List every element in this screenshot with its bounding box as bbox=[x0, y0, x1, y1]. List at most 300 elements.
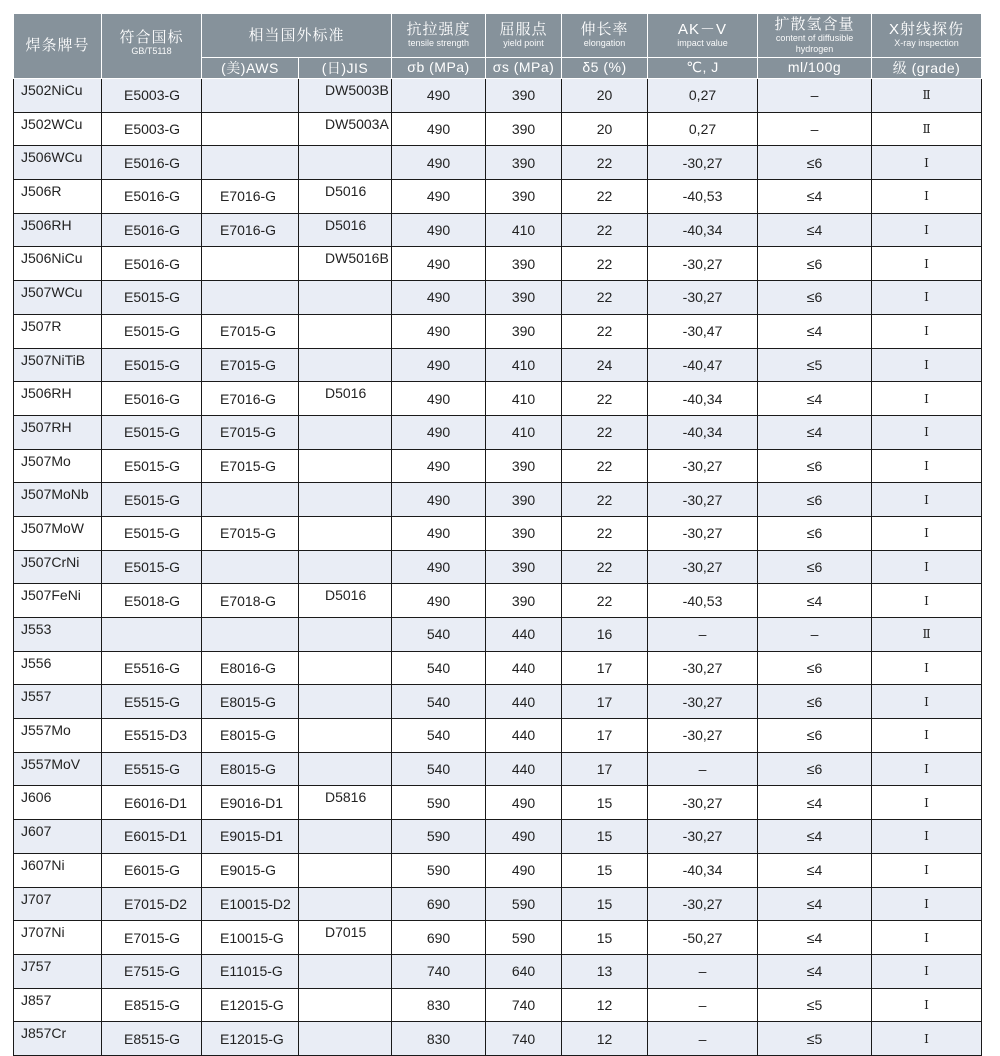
header-hydrogen-unit: ml/100g bbox=[758, 58, 872, 79]
cell-aws: E7015-G bbox=[202, 314, 299, 348]
cell-yield: 390 bbox=[486, 146, 562, 180]
cell-hydrogen: ≤4 bbox=[758, 180, 872, 214]
table-row bbox=[14, 382, 982, 416]
cell-hydrogen: ≤4 bbox=[758, 853, 872, 887]
cell-aws: E7016-G bbox=[202, 382, 299, 416]
cell-brand: J506RH bbox=[14, 213, 102, 247]
cell-hydrogen: ≤4 bbox=[758, 584, 872, 618]
cell-gb: E5015-G bbox=[102, 516, 202, 550]
cell-aws bbox=[202, 618, 299, 652]
cell-tensile: 490 bbox=[392, 281, 486, 315]
cell-brand: J557 bbox=[14, 685, 102, 719]
table-row bbox=[14, 618, 982, 652]
cell-tensile: 540 bbox=[392, 685, 486, 719]
cell-gb: E5003-G bbox=[102, 112, 202, 146]
cell-jis: DW5016B bbox=[299, 247, 392, 281]
cell-elongation: 17 bbox=[562, 651, 648, 685]
cell-elongation: 15 bbox=[562, 887, 648, 921]
cell-hydrogen: ≤4 bbox=[758, 786, 872, 820]
cell-tensile: 490 bbox=[392, 146, 486, 180]
table-row bbox=[14, 550, 982, 584]
cell-xray-grade: Ⅰ bbox=[872, 247, 982, 281]
cell-gb: E5015-G bbox=[102, 449, 202, 483]
cell-elongation: 22 bbox=[562, 483, 648, 517]
cell-jis: D7015 bbox=[299, 921, 392, 955]
header-elongation-unit: δ5 (%) bbox=[562, 58, 648, 79]
cell-elongation: 22 bbox=[562, 146, 648, 180]
cell-jis bbox=[299, 146, 392, 180]
cell-tensile: 540 bbox=[392, 752, 486, 786]
cell-gb: E5515-D3 bbox=[102, 719, 202, 753]
cell-yield: 390 bbox=[486, 281, 562, 315]
cell-xray-grade: Ⅰ bbox=[872, 584, 982, 618]
cell-impact: -30,27 bbox=[648, 820, 758, 854]
cell-elongation: 17 bbox=[562, 685, 648, 719]
cell-hydrogen: ≤4 bbox=[758, 382, 872, 416]
table-row bbox=[14, 685, 982, 719]
header-xray-unit: 级 (grade) bbox=[872, 58, 982, 79]
cell-jis bbox=[299, 314, 392, 348]
cell-xray-grade: Ⅰ bbox=[872, 415, 982, 449]
cell-hydrogen: – bbox=[758, 79, 872, 113]
cell-impact: -40,34 bbox=[648, 415, 758, 449]
cell-brand: J507Mo bbox=[14, 449, 102, 483]
cell-tensile: 490 bbox=[392, 584, 486, 618]
cell-brand: J553 bbox=[14, 618, 102, 652]
cell-tensile: 830 bbox=[392, 988, 486, 1022]
cell-tensile: 690 bbox=[392, 887, 486, 921]
cell-brand: J507MoW bbox=[14, 516, 102, 550]
cell-tensile: 490 bbox=[392, 348, 486, 382]
cell-yield: 390 bbox=[486, 516, 562, 550]
cell-impact: -40,53 bbox=[648, 584, 758, 618]
cell-jis bbox=[299, 618, 392, 652]
cell-brand: J506WCu bbox=[14, 146, 102, 180]
cell-xray-grade: Ⅰ bbox=[872, 887, 982, 921]
cell-yield: 740 bbox=[486, 988, 562, 1022]
cell-jis bbox=[299, 887, 392, 921]
cell-aws bbox=[202, 281, 299, 315]
cell-brand: J707Ni bbox=[14, 921, 102, 955]
cell-brand: J507NiTiB bbox=[14, 348, 102, 382]
cell-elongation: 24 bbox=[562, 348, 648, 382]
cell-aws: E8015-G bbox=[202, 685, 299, 719]
cell-aws: E8015-G bbox=[202, 752, 299, 786]
cell-jis bbox=[299, 853, 392, 887]
cell-xray-grade: Ⅰ bbox=[872, 820, 982, 854]
table-row bbox=[14, 281, 982, 315]
cell-hydrogen: ≤6 bbox=[758, 449, 872, 483]
cell-jis: D5016 bbox=[299, 180, 392, 214]
cell-xray-grade: Ⅰ bbox=[872, 719, 982, 753]
cell-elongation: 22 bbox=[562, 584, 648, 618]
cell-tensile: 490 bbox=[392, 213, 486, 247]
cell-gb: E5516-G bbox=[102, 651, 202, 685]
header-gb: 符合国标 GB/T5118 bbox=[102, 14, 202, 79]
cell-xray-grade: Ⅰ bbox=[872, 146, 982, 180]
cell-gb: E5015-G bbox=[102, 483, 202, 517]
cell-xray-grade: Ⅰ bbox=[872, 752, 982, 786]
cell-brand: J757 bbox=[14, 954, 102, 988]
cell-tensile: 690 bbox=[392, 921, 486, 955]
cell-xray-grade: Ⅰ bbox=[872, 483, 982, 517]
cell-aws: E7018-G bbox=[202, 584, 299, 618]
table-header bbox=[14, 14, 982, 79]
cell-hydrogen: ≤4 bbox=[758, 213, 872, 247]
cell-gb: E5018-G bbox=[102, 584, 202, 618]
cell-aws: E8016-G bbox=[202, 651, 299, 685]
cell-yield: 440 bbox=[486, 752, 562, 786]
cell-impact: – bbox=[648, 618, 758, 652]
cell-impact: – bbox=[648, 954, 758, 988]
cell-yield: 440 bbox=[486, 651, 562, 685]
cell-aws: E12015-G bbox=[202, 1022, 299, 1056]
cell-brand: J506R bbox=[14, 180, 102, 214]
cell-aws bbox=[202, 79, 299, 113]
cell-impact: -30,27 bbox=[648, 516, 758, 550]
cell-hydrogen: ≤6 bbox=[758, 651, 872, 685]
cell-brand: J557MoV bbox=[14, 752, 102, 786]
cell-xray-grade: Ⅰ bbox=[872, 853, 982, 887]
cell-xray-grade: Ⅰ bbox=[872, 314, 982, 348]
cell-xray-grade: Ⅰ bbox=[872, 180, 982, 214]
cell-gb: E5016-G bbox=[102, 247, 202, 281]
table-row bbox=[14, 247, 982, 281]
cell-yield: 440 bbox=[486, 719, 562, 753]
cell-elongation: 22 bbox=[562, 550, 648, 584]
cell-aws: E9016-D1 bbox=[202, 786, 299, 820]
cell-tensile: 490 bbox=[392, 516, 486, 550]
cell-hydrogen: ≤4 bbox=[758, 820, 872, 854]
cell-aws bbox=[202, 112, 299, 146]
cell-xray-grade: Ⅰ bbox=[872, 921, 982, 955]
cell-xray-grade: Ⅰ bbox=[872, 685, 982, 719]
cell-xray-grade: Ⅰ bbox=[872, 550, 982, 584]
cell-tensile: 490 bbox=[392, 247, 486, 281]
cell-tensile: 490 bbox=[392, 79, 486, 113]
table-row bbox=[14, 112, 982, 146]
cell-brand: J857Cr bbox=[14, 1022, 102, 1056]
cell-elongation: 22 bbox=[562, 415, 648, 449]
cell-xray-grade: Ⅱ bbox=[872, 112, 982, 146]
cell-jis bbox=[299, 550, 392, 584]
header-xray: X射线探伤 X-ray inspection bbox=[872, 14, 982, 58]
cell-gb: E5016-G bbox=[102, 382, 202, 416]
cell-yield: 440 bbox=[486, 685, 562, 719]
cell-tensile: 540 bbox=[392, 618, 486, 652]
cell-brand: J556 bbox=[14, 651, 102, 685]
cell-elongation: 17 bbox=[562, 719, 648, 753]
table-row bbox=[14, 719, 982, 753]
cell-elongation: 15 bbox=[562, 921, 648, 955]
cell-gb: E5015-G bbox=[102, 348, 202, 382]
cell-jis bbox=[299, 415, 392, 449]
cell-brand: J507RH bbox=[14, 415, 102, 449]
table-row bbox=[14, 954, 982, 988]
cell-gb: E5015-G bbox=[102, 281, 202, 315]
cell-gb: E6016-D1 bbox=[102, 786, 202, 820]
cell-aws: E7015-G bbox=[202, 415, 299, 449]
cell-hydrogen: ≤5 bbox=[758, 348, 872, 382]
cell-aws bbox=[202, 146, 299, 180]
cell-brand: J607Ni bbox=[14, 853, 102, 887]
cell-yield: 490 bbox=[486, 853, 562, 887]
cell-impact: -30,27 bbox=[648, 449, 758, 483]
cell-xray-grade: Ⅰ bbox=[872, 449, 982, 483]
cell-tensile: 490 bbox=[392, 180, 486, 214]
cell-aws: E8015-G bbox=[202, 719, 299, 753]
cell-brand: J507FeNi bbox=[14, 584, 102, 618]
cell-jis: D5816 bbox=[299, 786, 392, 820]
cell-yield: 410 bbox=[486, 415, 562, 449]
cell-elongation: 20 bbox=[562, 79, 648, 113]
cell-aws: E10015-D2 bbox=[202, 887, 299, 921]
cell-hydrogen: ≤5 bbox=[758, 1022, 872, 1056]
cell-yield: 390 bbox=[486, 550, 562, 584]
header-yield-unit: σs (MPa) bbox=[486, 58, 562, 79]
cell-hydrogen: ≤4 bbox=[758, 415, 872, 449]
cell-hydrogen: ≤6 bbox=[758, 247, 872, 281]
cell-brand: J507R bbox=[14, 314, 102, 348]
cell-elongation: 13 bbox=[562, 954, 648, 988]
table-row bbox=[14, 314, 982, 348]
cell-xray-grade: Ⅰ bbox=[872, 651, 982, 685]
table-row bbox=[14, 921, 982, 955]
cell-elongation: 22 bbox=[562, 281, 648, 315]
cell-jis bbox=[299, 516, 392, 550]
cell-gb bbox=[102, 618, 202, 652]
cell-impact: -50,27 bbox=[648, 921, 758, 955]
cell-impact: -30,47 bbox=[648, 314, 758, 348]
cell-jis bbox=[299, 449, 392, 483]
cell-jis bbox=[299, 483, 392, 517]
cell-tensile: 490 bbox=[392, 483, 486, 517]
cell-xray-grade: Ⅰ bbox=[872, 213, 982, 247]
cell-elongation: 22 bbox=[562, 382, 648, 416]
cell-impact: -30,27 bbox=[648, 550, 758, 584]
cell-hydrogen: ≤6 bbox=[758, 550, 872, 584]
cell-yield: 490 bbox=[486, 786, 562, 820]
cell-aws bbox=[202, 483, 299, 517]
table-row bbox=[14, 415, 982, 449]
table-row bbox=[14, 853, 982, 887]
cell-tensile: 590 bbox=[392, 786, 486, 820]
table-row bbox=[14, 449, 982, 483]
cell-xray-grade: Ⅰ bbox=[872, 954, 982, 988]
cell-brand: J507MoNb bbox=[14, 483, 102, 517]
cell-tensile: 490 bbox=[392, 550, 486, 584]
cell-aws: E7015-G bbox=[202, 449, 299, 483]
cell-yield: 440 bbox=[486, 618, 562, 652]
cell-yield: 640 bbox=[486, 954, 562, 988]
cell-yield: 390 bbox=[486, 584, 562, 618]
cell-yield: 390 bbox=[486, 180, 562, 214]
cell-brand: J502NiCu bbox=[14, 79, 102, 113]
cell-impact: -30,27 bbox=[648, 483, 758, 517]
cell-elongation: 15 bbox=[562, 853, 648, 887]
cell-gb: E5515-G bbox=[102, 685, 202, 719]
cell-elongation: 22 bbox=[562, 314, 648, 348]
cell-brand: J506NiCu bbox=[14, 247, 102, 281]
cell-aws: E9015-G bbox=[202, 853, 299, 887]
cell-elongation: 15 bbox=[562, 820, 648, 854]
cell-gb: E5015-G bbox=[102, 314, 202, 348]
header-foreign-standards: 相当国外标准 bbox=[202, 14, 392, 58]
cell-aws bbox=[202, 247, 299, 281]
cell-gb: E5015-G bbox=[102, 550, 202, 584]
cell-yield: 390 bbox=[486, 314, 562, 348]
cell-jis bbox=[299, 685, 392, 719]
cell-gb: E7015-D2 bbox=[102, 887, 202, 921]
table-body bbox=[14, 79, 982, 1056]
cell-tensile: 540 bbox=[392, 651, 486, 685]
cell-aws: E7016-G bbox=[202, 213, 299, 247]
cell-tensile: 740 bbox=[392, 954, 486, 988]
table-row bbox=[14, 651, 982, 685]
cell-gb: E8515-G bbox=[102, 1022, 202, 1056]
table-row bbox=[14, 752, 982, 786]
cell-yield: 740 bbox=[486, 1022, 562, 1056]
cell-tensile: 490 bbox=[392, 382, 486, 416]
cell-impact: – bbox=[648, 1022, 758, 1056]
electrode-spec-table-wrapper bbox=[13, 13, 981, 1056]
cell-aws: E7015-G bbox=[202, 516, 299, 550]
cell-yield: 490 bbox=[486, 820, 562, 854]
cell-aws: E9015-D1 bbox=[202, 820, 299, 854]
cell-gb: E5515-G bbox=[102, 752, 202, 786]
cell-xray-grade: Ⅰ bbox=[872, 516, 982, 550]
cell-hydrogen: – bbox=[758, 112, 872, 146]
table-row bbox=[14, 988, 982, 1022]
cell-hydrogen: ≤6 bbox=[758, 483, 872, 517]
cell-elongation: 22 bbox=[562, 247, 648, 281]
cell-yield: 590 bbox=[486, 887, 562, 921]
cell-brand: J607 bbox=[14, 820, 102, 854]
cell-tensile: 490 bbox=[392, 112, 486, 146]
table-row bbox=[14, 820, 982, 854]
cell-jis bbox=[299, 1022, 392, 1056]
cell-yield: 390 bbox=[486, 483, 562, 517]
header-tensile: 抗拉强度 tensile strength bbox=[392, 14, 486, 58]
table-row bbox=[14, 79, 982, 113]
cell-gb: E5016-G bbox=[102, 213, 202, 247]
cell-gb: E7015-G bbox=[102, 921, 202, 955]
cell-xray-grade: Ⅰ bbox=[872, 988, 982, 1022]
cell-impact: – bbox=[648, 752, 758, 786]
cell-hydrogen: ≤4 bbox=[758, 921, 872, 955]
cell-brand: J507WCu bbox=[14, 281, 102, 315]
cell-impact: – bbox=[648, 988, 758, 1022]
cell-hydrogen: ≤6 bbox=[758, 719, 872, 753]
cell-hydrogen: ≤5 bbox=[758, 988, 872, 1022]
header-impact-unit: ℃, J bbox=[648, 58, 758, 79]
cell-yield: 410 bbox=[486, 382, 562, 416]
cell-aws bbox=[202, 550, 299, 584]
electrode-spec-table bbox=[13, 13, 982, 1056]
table-row bbox=[14, 887, 982, 921]
table-row bbox=[14, 786, 982, 820]
cell-tensile: 590 bbox=[392, 853, 486, 887]
cell-jis bbox=[299, 348, 392, 382]
cell-jis bbox=[299, 820, 392, 854]
cell-xray-grade: Ⅰ bbox=[872, 281, 982, 315]
cell-jis bbox=[299, 954, 392, 988]
cell-elongation: 20 bbox=[562, 112, 648, 146]
cell-hydrogen: ≤4 bbox=[758, 314, 872, 348]
header-aws: (美)AWS bbox=[202, 58, 299, 79]
cell-hydrogen: – bbox=[758, 618, 872, 652]
cell-impact: 0,27 bbox=[648, 79, 758, 113]
cell-xray-grade: Ⅱ bbox=[872, 79, 982, 113]
cell-yield: 590 bbox=[486, 921, 562, 955]
header-hydrogen: 扩散氢含量 content of diffusible hydrogen bbox=[758, 14, 872, 58]
header-yield: 屈服点 yield point bbox=[486, 14, 562, 58]
cell-brand: J606 bbox=[14, 786, 102, 820]
cell-xray-grade: Ⅰ bbox=[872, 382, 982, 416]
cell-tensile: 490 bbox=[392, 449, 486, 483]
cell-aws: E7016-G bbox=[202, 180, 299, 214]
header-impact: AK－V impact value bbox=[648, 14, 758, 58]
cell-jis: DW5003A bbox=[299, 112, 392, 146]
cell-hydrogen: ≤4 bbox=[758, 887, 872, 921]
cell-yield: 390 bbox=[486, 79, 562, 113]
cell-hydrogen: ≤6 bbox=[758, 752, 872, 786]
cell-aws: E10015-G bbox=[202, 921, 299, 955]
table-row bbox=[14, 584, 982, 618]
header-brand: 焊条牌号 bbox=[14, 14, 102, 79]
cell-elongation: 12 bbox=[562, 988, 648, 1022]
cell-jis: DW5003B bbox=[299, 79, 392, 113]
cell-brand: J506RH bbox=[14, 382, 102, 416]
cell-hydrogen: ≤4 bbox=[758, 954, 872, 988]
cell-yield: 410 bbox=[486, 348, 562, 382]
cell-elongation: 17 bbox=[562, 752, 648, 786]
table-row bbox=[14, 180, 982, 214]
cell-xray-grade: Ⅱ bbox=[872, 618, 982, 652]
cell-hydrogen: ≤6 bbox=[758, 685, 872, 719]
cell-jis: D5016 bbox=[299, 584, 392, 618]
cell-elongation: 22 bbox=[562, 213, 648, 247]
cell-yield: 410 bbox=[486, 213, 562, 247]
cell-jis bbox=[299, 281, 392, 315]
cell-jis bbox=[299, 719, 392, 753]
cell-jis: D5016 bbox=[299, 213, 392, 247]
cell-tensile: 490 bbox=[392, 415, 486, 449]
cell-hydrogen: ≤6 bbox=[758, 281, 872, 315]
cell-gb: E5016-G bbox=[102, 146, 202, 180]
cell-impact: -40,34 bbox=[648, 213, 758, 247]
cell-gb: E7515-G bbox=[102, 954, 202, 988]
cell-impact: -30,27 bbox=[648, 146, 758, 180]
cell-hydrogen: ≤6 bbox=[758, 146, 872, 180]
cell-hydrogen: ≤6 bbox=[758, 516, 872, 550]
cell-impact: -40,34 bbox=[648, 382, 758, 416]
header-jis: (日)JIS bbox=[299, 58, 392, 79]
cell-yield: 390 bbox=[486, 449, 562, 483]
cell-elongation: 22 bbox=[562, 516, 648, 550]
cell-impact: 0,27 bbox=[648, 112, 758, 146]
cell-elongation: 22 bbox=[562, 449, 648, 483]
cell-xray-grade: Ⅰ bbox=[872, 786, 982, 820]
table-row bbox=[14, 348, 982, 382]
table-row bbox=[14, 1022, 982, 1056]
cell-gb: E8515-G bbox=[102, 988, 202, 1022]
cell-jis bbox=[299, 651, 392, 685]
cell-impact: -30,27 bbox=[648, 786, 758, 820]
cell-brand: J857 bbox=[14, 988, 102, 1022]
cell-elongation: 22 bbox=[562, 180, 648, 214]
cell-impact: -40,34 bbox=[648, 853, 758, 887]
